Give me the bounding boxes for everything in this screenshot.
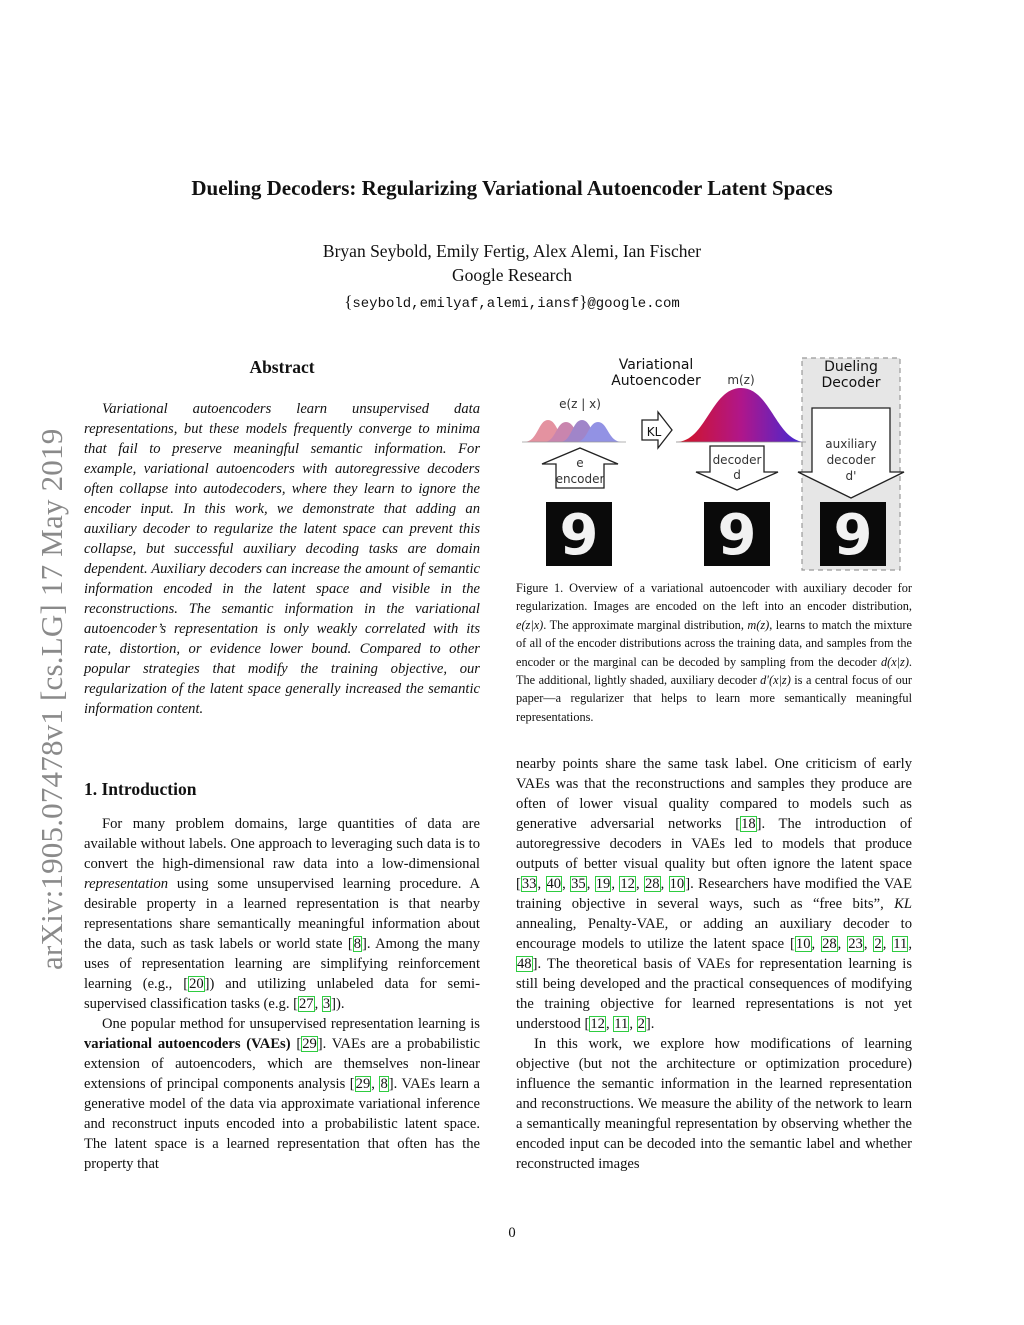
arxiv-id: arXiv:1905.07478v1 [cs.LG] 17 May 2019 [34,428,69,970]
intro-paragraph-1: For many problem domains, large quantities of data are available without labels. One approach to leveraging such data is to convert the high-dimensional raw data into a low-dimensional representation using some unsupervised learning procedure. A desirable property in a learned representation is that nearby representations share semantically meaningful information about the data, such as task labels or world state [8]. Among the many uses of representation learning are simplifying reinforcement learning (e.g., [20]) and utilizing unlabeled data for semi-supervised classification tasks (e.g. [27, 3]). [84,816,480,1012]
kl-label: KL [646,425,662,439]
authors: Bryan Seybold, Emily Fertig, Alex Alemi, Ian Fischer [322,241,702,261]
aux-label-3: d' [845,469,857,483]
citation-link[interactable]: 12 [590,1016,605,1032]
citation-link[interactable]: 23 [848,936,863,952]
citation-link[interactable]: 29 [355,1076,371,1092]
citation-link[interactable]: 29 [302,1036,317,1052]
intro-heading: 1. Introduction [84,779,197,799]
citation-link[interactable]: 35 [571,876,586,892]
intro-body [84,814,480,1174]
figure-label: Figure 1. [516,581,564,595]
abstract-heading: Abstract [249,357,315,377]
decoder-arrow [696,446,778,490]
marginal-label: m(z) [727,373,755,387]
right-column-body [516,754,912,1174]
encoder-distributions [522,420,626,442]
kl-arrow [642,412,672,448]
encoder-arrow [542,448,618,488]
decoder-label-2: d [733,468,741,482]
citation-link[interactable]: 11 [893,936,908,952]
paper-title: Dueling Decoders: Regularizing Variational Autoencoder Latent Spaces [191,176,833,200]
citation-link[interactable]: 33 [521,876,537,892]
figure-1 [516,352,912,572]
marginal-distribution [676,388,806,442]
citation-link[interactable]: 40 [546,876,562,892]
arxiv-stamp [34,345,74,970]
vae-label-1: Variational [618,357,694,373]
right-paragraph-1: nearby points share the same task label. One criticism of early VAEs was that the reconstructions and samples they produce are often of lower visual quality compared to models such as generative adversarial networks [18]. The introduction of autoregressive decoders in VAEs led to models that produce outputs of better visual quality but often ignore the latent space [33, 40, 35, 19, 12, 28, 10]. Researchers have modified the VAE training objective in several ways, such as “free bits”, KL annealing, Penalty-VAE, or adding an auxiliary decoder to encourage models to utilize the latent space [10, 28, 23, 2, 11, 48]. The theoretical basis of VAEs for representation learning is still being developed and the practical consequences of modifying the training objective for learned representations is not yet understood [12, 11, 2]. [516,756,913,1032]
dueling-label-2: Decoder [821,375,881,391]
citation-link[interactable]: 48 [517,956,532,972]
auxiliary-digit: 9 [833,503,873,568]
citation-link[interactable]: 10 [669,876,685,892]
aux-label-2: decoder [826,453,876,467]
citation-link[interactable]: 11 [614,1016,629,1032]
encoder-dist-label: e(z | x) [559,397,601,411]
citation-link[interactable]: 8 [380,1076,388,1092]
auxiliary-output-image [820,502,886,568]
reconstruction-image [704,502,770,568]
vae-label-2: Autoencoder [611,373,701,389]
input-image [546,502,612,568]
decoder-label-1: decoder [712,453,762,467]
dueling-label-1: Dueling [824,359,878,375]
right-paragraph-2: In this work, we explore how modifications of learning objective (but not the architecture or optimization procedure) influence the semantic information in the learned representation and reconstructions. We measure the ability of the network to learn a semantically meaningful representation by observing whether the encoded input can be decoded into the semantic label and whether reconstructed images [516,1036,912,1172]
citation-link[interactable]: 28 [822,936,837,952]
citation-link[interactable]: 12 [620,876,635,892]
vae-diagram [516,352,912,572]
encoder-label-2: encoder [555,472,605,486]
citation-link[interactable]: 2 [874,936,882,952]
citation-link[interactable]: 19 [595,876,611,892]
email: {seybold,emilyaf,alemi,iansf}@google.com [344,292,680,312]
citation-link[interactable]: 20 [189,976,204,992]
citation-link[interactable]: 27 [298,996,314,1012]
figure-1-caption: Figure 1. Overview of a variational autoencoder with auxiliary decoder for regularization. Images are encoded on the left into an encoder distribution, e(z|x). The approximate marginal distribution, m(z), learns to match the mixture of all of the encoder distributions across the training data, and samples from the encoder or the marginal can be decoded by sampling from the decoder d(x|z). The additional, lightly shaded, auxiliary decoder d′(x|z) is a central focus of our paper—a regularizer that helps to learn more semantically meaningful representations. [516,581,912,724]
citation-link[interactable]: 18 [741,816,756,832]
page-number: 0 [508,1225,516,1241]
intro-paragraph-2: One popular method for unsupervised representation learning is variational autoencoders (VAEs) [29]. VAEs are a probabilistic extension of autoencoders, which are themselves non-linear extensions of principal components analysis [29, 8]. VAEs learn a generative model of the data via approximate variational inference and reconstruct inputs encoded into a probabilistic latent space. The latent space is a learned representation that often has the property that [84,1016,481,1172]
citation-link[interactable]: 10 [795,936,811,952]
citation-link[interactable]: 8 [353,936,362,952]
affiliation: Google Research [451,265,573,285]
abstract-text: Variational autoencoders learn unsupervised data representations, but these models frequently converge to minima that fail to preserve meaningful semantic information. For example, variational autoencoders with autoregressive decoders often collapse into autodecoders, where they learn to ignore the encoder input. In this work, we demonstrate that adding an auxiliary decoder to regularize the latent space can prevent this collapse, but successful auxiliary decoding tasks are domain dependent. Auxiliary decoders can increase the amount of semantic information encoded in the latent space and visible in the reconstructions. The semantic information in the variational autoencoder’s representation is only weakly correlated with its rate, distortion, or evidence lower bound. Compared to other popular strategies that modify the training objective, our regularization of the latent space generally increased the semantic information content. [84,401,480,717]
encoder-label-1: e [576,456,584,470]
input-digit: 9 [559,503,599,568]
reconstruction-digit: 9 [717,503,757,568]
aux-label-1: auxiliary [825,437,877,451]
citation-link[interactable]: 3 [322,996,331,1012]
citation-link[interactable]: 28 [645,876,660,892]
citation-link[interactable]: 2 [637,1016,645,1032]
